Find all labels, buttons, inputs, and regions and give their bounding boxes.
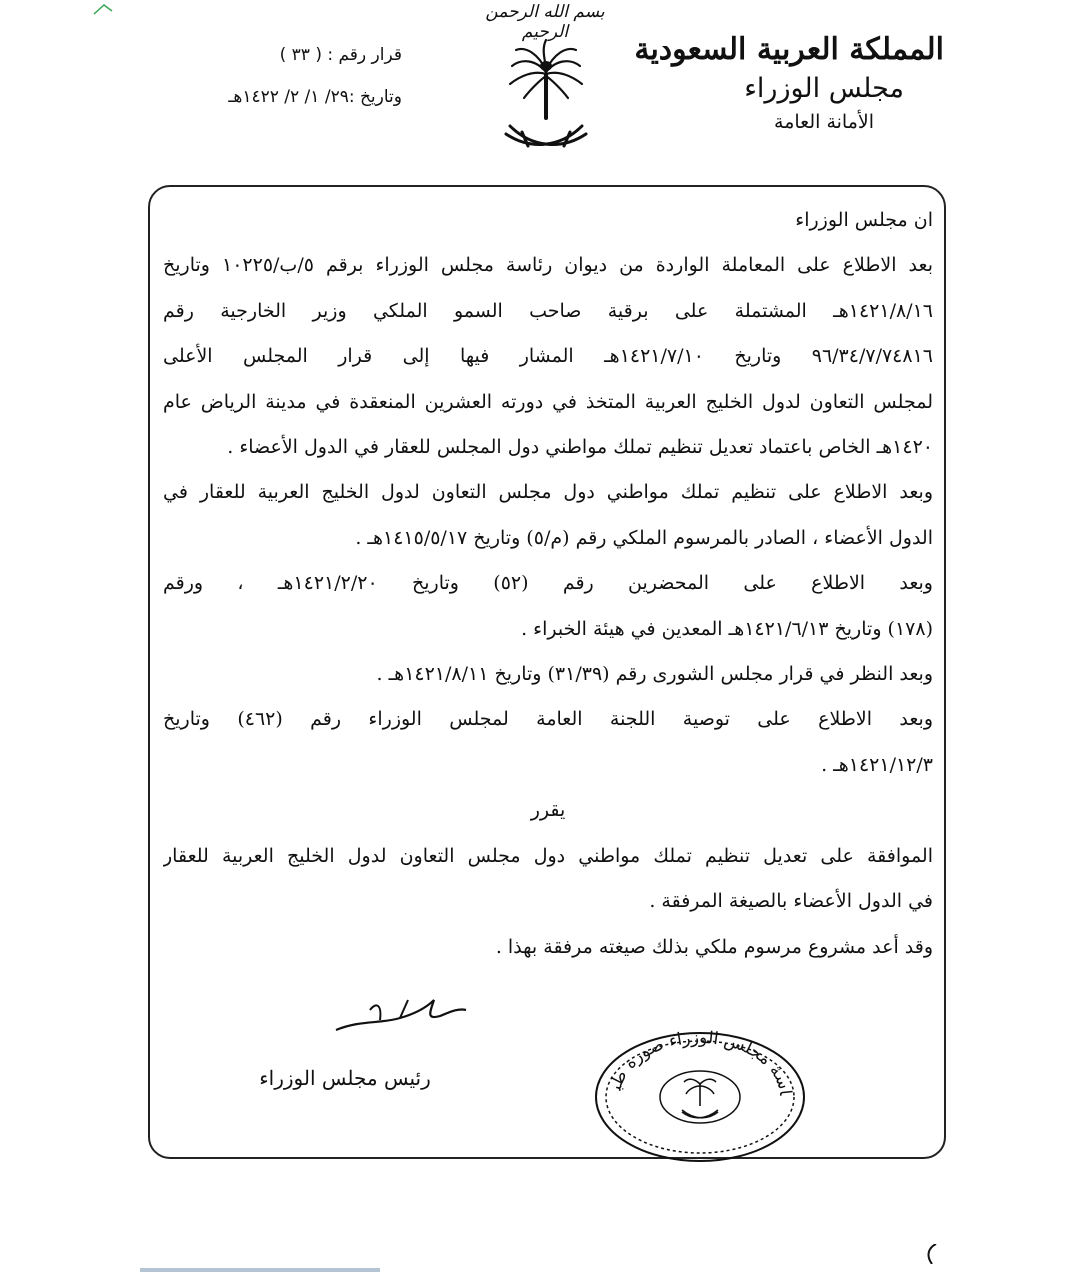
body-line: الموافقة على تعديل تنظيم تملك مواطني دول مجلس التعاون لدول الخليج العربية للعقار	[163, 844, 933, 867]
margin-mark	[918, 1244, 944, 1264]
body-line: لمجلس التعاون لدول الخليج العربية المتخذ في دورته العشرين المنعقدة في مدينة الرياض عام	[163, 390, 933, 413]
corner-mark	[92, 0, 114, 12]
seal-text: اسة مجلس الوزراء صورة طب	[605, 1028, 795, 1097]
body-line: الدول الأعضاء ، الصادر بالمرسوم الملكي رقم (م/٥) وتاريخ ١٤١٥/٥/١٧هـ .	[355, 526, 933, 549]
decision-number: قرار رقم : ( ٣٣ )	[279, 45, 402, 65]
council-name: مجلس الوزراء	[744, 73, 904, 104]
body-line: ١٤٢١/٨/١٦هـ المشتملة على برقية صاحب السمو الملكي وزير الخارجية رقم	[163, 299, 933, 322]
body-line: في الدول الأعضاء بالصيغة المرفقة .	[649, 890, 933, 913]
body-line: ٩٦/٣٤/٧/٧٤٨١٦ وتاريخ ١٤٢١/٧/١٠هـ المشار فيها إلى قرار المجلس الأعلى	[163, 345, 933, 368]
body-line: بعد الاطلاع على المعاملة الواردة من ديوان رئاسة مجلس الوزراء برقم ٥/ب/١٠٢٢٥ وتاريخ	[163, 254, 933, 277]
body-line: ١٤٢٠هـ الخاص باعتماد تعديل تنظيم تملك مواطني دول المجلس للعقار في الدول الأعضاء .	[227, 436, 933, 459]
page-edge-mark	[140, 1257, 380, 1261]
official-seal	[590, 1028, 810, 1166]
body-line: وبعد الاطلاع على تنظيم تملك مواطني دول مجلس التعاون لدول الخليج العربية للعقار في	[163, 481, 933, 504]
decision-info	[140, 34, 402, 118]
letterhead	[634, 30, 944, 136]
basmala: بسم الله الرحمن الرحيم	[485, 2, 605, 42]
saudi-emblem-icon	[502, 38, 590, 158]
body-line: وبعد الاطلاع على المحضرين رقم (٥٢) وتاريخ ١٤٢١/٢/٢٠هـ ، ورقم	[163, 572, 933, 595]
kingdom-name: المملكة العربية السعودية	[634, 32, 944, 67]
body-line: ان مجلس الوزراء	[795, 209, 933, 231]
body-line: وبعد الاطلاع على توصية اللجنة العامة لمجلس الوزراء رقم (٤٦٢) وتاريخ	[163, 708, 933, 731]
decides-heading: يقرر	[530, 799, 566, 822]
decision-date: وتاريخ :٢٩/ ١/ ٢/ ١٤٢٢هـ	[228, 87, 402, 107]
decision-body	[163, 198, 933, 970]
seal-emblem-icon	[682, 1079, 718, 1118]
body-line: وبعد النظر في قرار مجلس الشورى رقم (٣١/٣٩) وتاريخ ١٤٢١/٨/١١هـ .	[376, 663, 933, 686]
body-line: وقد أعد مشروع مرسوم ملكي بذلك صيغته مرفقة بهذا .	[495, 935, 933, 958]
signer-title: رئيس مجلس الوزراء	[259, 1066, 431, 1090]
body-line: ١٤٢١/١٢/٣هـ .	[821, 753, 933, 776]
body-line: (١٧٨) وتاريخ ١٤٢١/٦/١٣هـ المعدين في هيئة الخبراء .	[521, 617, 933, 640]
secretariat-name: الأمانة العامة	[774, 111, 874, 133]
signature-icon	[330, 990, 470, 1040]
